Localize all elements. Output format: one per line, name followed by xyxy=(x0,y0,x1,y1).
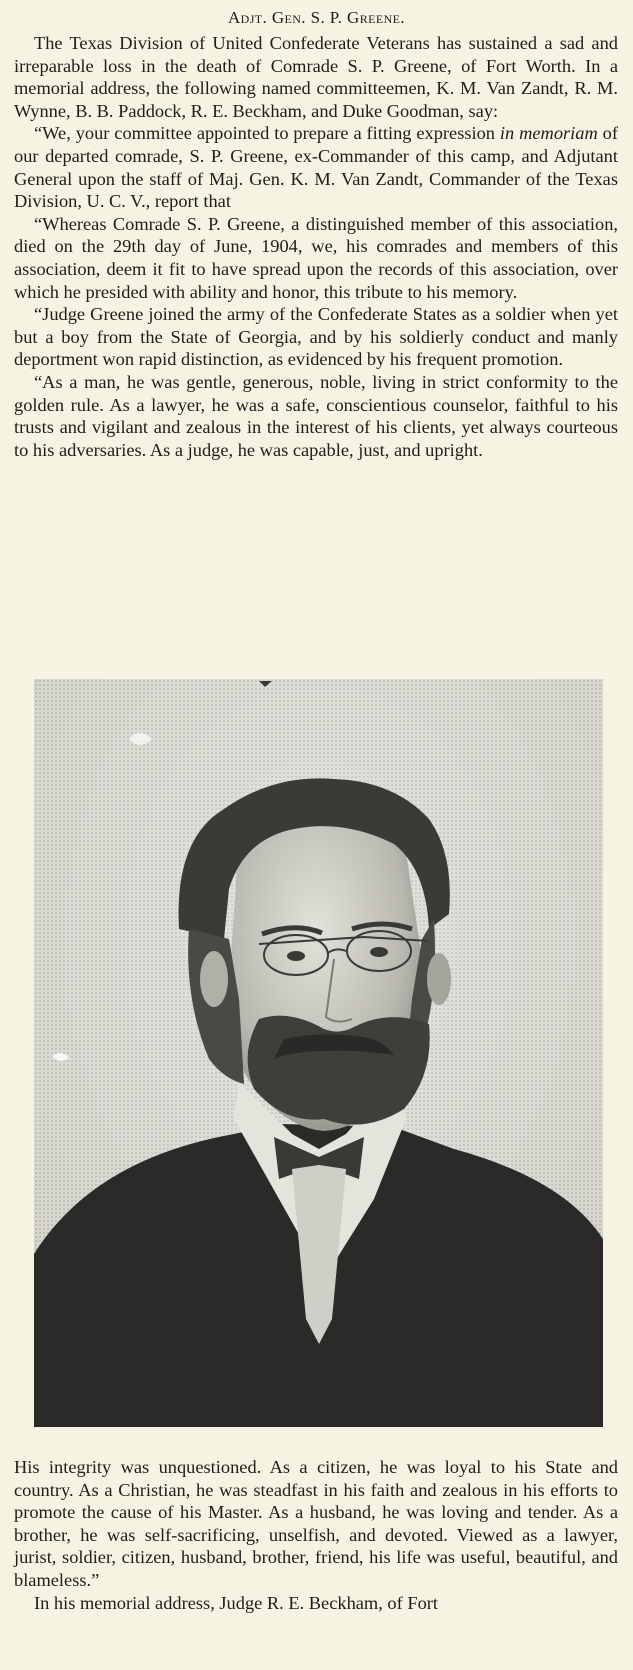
whereas-paragraph xyxy=(14,213,618,303)
army-paragraph: “Judge Greene joined the army of the Confederate States as a soldier when yet but a boy from the State of Georgia, and by his soldierly conduct and manly deportment won rapid distinction, as evidenced by his frequent promotion. xyxy=(14,304,618,370)
portrait-illustration xyxy=(34,679,603,1427)
committee-paragraph xyxy=(14,122,618,212)
integrity-paragraph: His integrity was unquestioned. As a citizen, he was loyal to his State and country. As a Christian, he was steadfast in his faith and zealous in his efforts to promote the cause of his Master. As a husband, he was loving and tender. As a brother, he was self-sacrificing, unselfish, and devoted. Viewed as a lawyer, jurist, soldier, citizen, husband, brother, friend, his life was useful, beautiful, and blameless.” xyxy=(14,1457,618,1590)
committee-text-start: “We, your committee appointed to prepare a fitting expression xyxy=(34,123,500,144)
whereas-text: Whereas Comrade S. P. Greene, a distinguished member of this association, died on the 29th day of June, 1904, we, his comrades and members of this association, deem it fit to have spread upon the records of this association, over which he presided with ability and honor, this tribute to his memory. xyxy=(14,213,618,302)
character-paragraph: “As a man, he was gentle, generous, noble, living in strict conformity to the golden rule. As a lawyer, he was a safe, conscientious counselor, faithful to his trusts and vigilant and zealous in the interest of his clients, yet always courteous to his adversaries. As a judge, he was capable, just, and upright. xyxy=(14,371,618,460)
portrait-photo xyxy=(34,679,603,1427)
article-text-bottom xyxy=(14,1456,618,1614)
article-heading: Adjt. Gen. S. P. Greene. xyxy=(227,8,406,27)
in-memoriam-phrase: in memoriam xyxy=(499,123,598,144)
whereas-quote-mark: “ xyxy=(34,213,43,234)
article-text-top xyxy=(14,32,618,461)
beckham-paragraph: In his memorial address, Judge R. E. Beckham, of Fort xyxy=(34,1592,439,1613)
intro-paragraph: The Texas Division of United Confederate Veterans has sustained a sad and irreparable loss in the death of Comrade S. P. Greene, of Fort Worth. In a memorial address, the following named committeemen, K. M. Van Zandt, R. M. Wynne, B. B. Paddock, R. E. Beckham, and Duke Goodman, say: xyxy=(14,33,618,121)
committee-text-end: of our departed comrade, S. P. Greene, ex-Commander of this camp, and Adjutant General upon the staff of Maj. Gen. K. M. Van Zandt, Commander of the Texas Division, U. C. V., report that xyxy=(14,123,618,212)
